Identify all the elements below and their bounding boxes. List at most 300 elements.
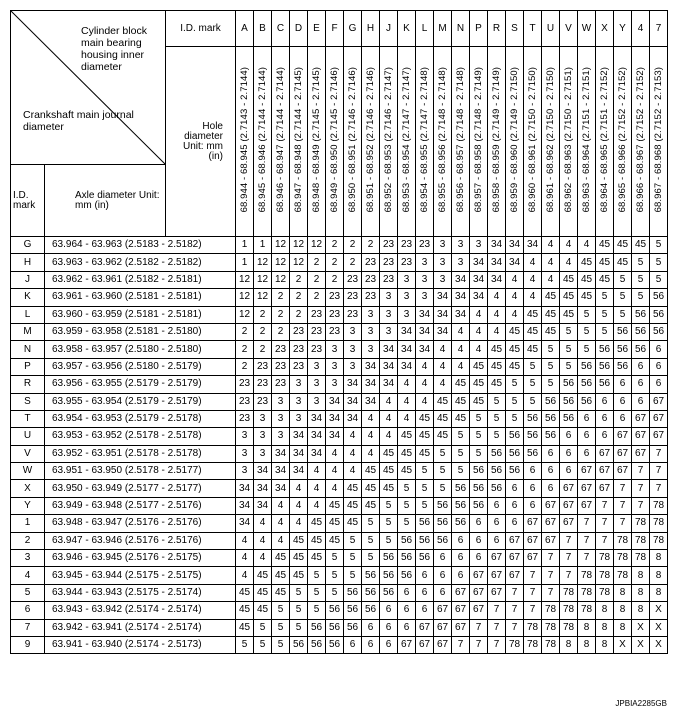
grade-cell: 6	[470, 550, 488, 567]
grade-cell: 8	[650, 550, 668, 567]
grade-cell: 5	[308, 567, 326, 584]
grade-cell: 4	[434, 341, 452, 358]
grade-cell: 7	[452, 636, 470, 653]
grade-cell: 4	[452, 323, 470, 340]
grade-cell: 23	[308, 306, 326, 323]
grade-cell: 78	[542, 636, 560, 653]
grade-cell: 56	[542, 428, 560, 445]
grade-cell: 78	[614, 532, 632, 549]
grade-cell: 45	[344, 497, 362, 514]
grade-cell: 4	[470, 323, 488, 340]
row-mark: 6	[11, 602, 45, 619]
row-mark: 1	[11, 515, 45, 532]
grade-cell: 6	[524, 497, 542, 514]
grade-cell: 5	[596, 289, 614, 306]
table-row	[11, 497, 668, 514]
row-mark: V	[11, 445, 45, 462]
table-row	[11, 410, 668, 427]
grade-cell: 56	[344, 619, 362, 636]
grade-cell: 45	[362, 497, 380, 514]
grade-cell: 5	[344, 550, 362, 567]
grade-cell: 6	[506, 480, 524, 497]
grade-cell: 23	[380, 254, 398, 271]
grade-cell: 3	[362, 341, 380, 358]
grade-cell: 23	[362, 254, 380, 271]
grade-cell: X	[614, 636, 632, 653]
grade-cell: 34	[326, 393, 344, 410]
grade-cell: 4	[398, 410, 416, 427]
table-row	[11, 393, 668, 410]
grade-cell: 4	[362, 410, 380, 427]
grade-cell: 34	[452, 271, 470, 288]
grade-cell: 6	[452, 567, 470, 584]
grade-cell: 56	[326, 636, 344, 653]
grade-cell: 78	[650, 532, 668, 549]
grade-cell: 56	[470, 480, 488, 497]
table-row	[11, 550, 668, 567]
grade-cell: 34	[488, 271, 506, 288]
grade-cell: 67	[614, 463, 632, 480]
grade-cell: 4	[308, 463, 326, 480]
grade-cell: 23	[236, 410, 254, 427]
grade-cell: 45	[470, 376, 488, 393]
grade-cell: 8	[632, 567, 650, 584]
grade-cell: 6	[524, 480, 542, 497]
block-inner-diameter-label: Cylinder block main bearing housing inner diameter	[81, 25, 147, 73]
grade-cell: 4	[488, 289, 506, 306]
grade-cell: 2	[308, 271, 326, 288]
grade-cell: 67	[470, 584, 488, 601]
grade-cell: 6	[614, 376, 632, 393]
grade-cell: 56	[380, 584, 398, 601]
grade-cell: 23	[344, 271, 362, 288]
grade-cell: 5	[416, 480, 434, 497]
row-mark: L	[11, 306, 45, 323]
grade-cell: 78	[632, 515, 650, 532]
grade-cell: 4	[416, 393, 434, 410]
grade-cell: 45	[488, 376, 506, 393]
grade-cell: 56	[362, 602, 380, 619]
grade-cell: 6	[434, 550, 452, 567]
grade-cell: 34	[344, 376, 362, 393]
grade-cell: 5	[380, 497, 398, 514]
row-diameter: 63.961 - 63.960 (2.5181 - 2.5181)	[45, 289, 236, 306]
grade-cell: 45	[326, 515, 344, 532]
grade-cell: 45	[506, 341, 524, 358]
column-mark: N	[452, 11, 470, 47]
grade-cell: 45	[380, 463, 398, 480]
grade-cell: 2	[344, 254, 362, 271]
grade-cell: 34	[362, 358, 380, 375]
row-mark: N	[11, 341, 45, 358]
grade-cell: 4	[506, 306, 524, 323]
grade-cell: 78	[650, 497, 668, 514]
grade-cell: 34	[254, 463, 272, 480]
column-range: 68.967 - 68.968 (2.7152 - 2.7153)	[650, 47, 668, 237]
grade-cell: 34	[398, 341, 416, 358]
table-row	[11, 358, 668, 375]
grade-cell: 23	[380, 237, 398, 254]
grade-cell: 2	[326, 237, 344, 254]
grade-cell: 45	[344, 515, 362, 532]
grade-cell: 45	[254, 567, 272, 584]
grade-cell: 5	[434, 480, 452, 497]
grade-cell: 56	[542, 393, 560, 410]
grade-cell: 6	[560, 445, 578, 462]
grade-cell: 56	[650, 289, 668, 306]
grade-cell: 45	[542, 306, 560, 323]
grade-cell: 6	[560, 463, 578, 480]
grade-cell: 56	[506, 445, 524, 462]
grade-cell: 56	[524, 410, 542, 427]
row-mark: 4	[11, 567, 45, 584]
grade-cell: 4	[470, 341, 488, 358]
column-idmark-header: I.D. mark	[166, 11, 236, 47]
grade-cell: 6	[650, 341, 668, 358]
grade-cell: 4	[578, 237, 596, 254]
grade-cell: 45	[578, 271, 596, 288]
grade-cell: 4	[524, 271, 542, 288]
grade-cell: 6	[380, 636, 398, 653]
grade-cell: 45	[236, 584, 254, 601]
grade-cell: 34	[416, 306, 434, 323]
grade-cell: 6	[344, 636, 362, 653]
grade-cell: 45	[632, 237, 650, 254]
header-corner-cell	[11, 11, 166, 165]
grade-cell: 78	[632, 532, 650, 549]
grade-cell: 45	[578, 289, 596, 306]
grade-cell: 5	[452, 428, 470, 445]
grade-cell: 6	[380, 619, 398, 636]
grade-cell: 3	[344, 341, 362, 358]
grade-cell: 45	[398, 428, 416, 445]
grade-cell: 56	[434, 497, 452, 514]
grade-cell: 5	[254, 619, 272, 636]
row-diameter: 63.941 - 63.940 (2.5174 - 2.5173)	[45, 636, 236, 653]
row-mark: T	[11, 410, 45, 427]
row-diameter: 63.953 - 63.952 (2.5178 - 2.5178)	[45, 428, 236, 445]
grade-cell: 5	[524, 358, 542, 375]
grade-cell: 8	[632, 602, 650, 619]
column-range: 68.959 - 68.960 (2.7149 - 2.7150)	[506, 47, 524, 237]
grade-cell: 45	[614, 254, 632, 271]
grade-cell: 7	[650, 463, 668, 480]
column-mark: Y	[614, 11, 632, 47]
grade-cell: 5	[632, 254, 650, 271]
grade-cell: 6	[542, 480, 560, 497]
grade-cell: 5	[344, 532, 362, 549]
grade-cell: 67	[452, 619, 470, 636]
grade-cell: 45	[380, 445, 398, 462]
column-mark: K	[398, 11, 416, 47]
row-idmark-header: I.D. mark	[11, 165, 45, 237]
grade-cell: 5	[578, 306, 596, 323]
grade-cell: 12	[272, 271, 290, 288]
grade-cell: 5	[614, 289, 632, 306]
grade-cell: 12	[308, 237, 326, 254]
grade-cell: 7	[560, 532, 578, 549]
grade-cell: 5	[452, 445, 470, 462]
grade-cell: 56	[614, 323, 632, 340]
grade-cell: 34	[398, 358, 416, 375]
grade-cell: 67	[596, 480, 614, 497]
grade-cell: 56	[308, 619, 326, 636]
grade-cell: 67	[488, 567, 506, 584]
grade-cell: 7	[542, 550, 560, 567]
grade-cell: 6	[434, 567, 452, 584]
grade-cell: 67	[470, 567, 488, 584]
grade-cell: 1	[236, 237, 254, 254]
grade-cell: 23	[254, 393, 272, 410]
grade-cell: 7	[488, 619, 506, 636]
grade-cell: 12	[272, 254, 290, 271]
row-diameter: 63.954 - 63.953 (2.5179 - 2.5178)	[45, 410, 236, 427]
column-range: 68.952 - 68.953 (2.7146 - 2.7147)	[380, 47, 398, 237]
grade-cell: 45	[254, 584, 272, 601]
grade-cell: 78	[524, 619, 542, 636]
grade-cell: 5	[650, 254, 668, 271]
grade-cell: 4	[290, 497, 308, 514]
grade-cell: 7	[560, 567, 578, 584]
table-row	[11, 376, 668, 393]
grade-cell: 23	[308, 323, 326, 340]
grade-cell: 56	[380, 550, 398, 567]
grade-cell: 2	[254, 323, 272, 340]
grade-cell: 34	[308, 410, 326, 427]
grade-cell: 4	[560, 254, 578, 271]
grade-cell: 7	[614, 515, 632, 532]
grade-cell: X	[632, 619, 650, 636]
grade-cell: 3	[326, 341, 344, 358]
grade-cell: 6	[614, 393, 632, 410]
grade-cell: 5	[398, 497, 416, 514]
grade-cell: 6	[542, 445, 560, 462]
grade-cell: 5	[506, 410, 524, 427]
grade-cell: 12	[290, 237, 308, 254]
grade-cell: 3	[434, 237, 452, 254]
grade-cell: 67	[452, 584, 470, 601]
grade-cell: 78	[632, 550, 650, 567]
grade-cell: 4	[380, 428, 398, 445]
grade-cell: 34	[470, 254, 488, 271]
table-row	[11, 271, 668, 288]
grade-cell: 56	[506, 428, 524, 445]
grade-cell: 78	[578, 567, 596, 584]
grade-cell: 23	[254, 358, 272, 375]
grade-cell: 34	[344, 410, 362, 427]
grade-cell: 45	[542, 323, 560, 340]
grade-cell: 4	[326, 445, 344, 462]
grade-cell: 6	[470, 515, 488, 532]
grade-cell: 56	[470, 497, 488, 514]
grade-cell: 6	[452, 550, 470, 567]
grade-cell: 2	[308, 289, 326, 306]
grade-cell: 4	[470, 306, 488, 323]
row-diameter: 63.948 - 63.947 (2.5176 - 2.5176)	[45, 515, 236, 532]
table-row	[11, 341, 668, 358]
column-range: 68.960 - 68.961 (2.7150 - 2.7150)	[524, 47, 542, 237]
grade-cell: 23	[362, 289, 380, 306]
column-mark: P	[470, 11, 488, 47]
grade-cell: 6	[470, 532, 488, 549]
grade-cell: 7	[596, 532, 614, 549]
grade-cell: X	[650, 636, 668, 653]
grade-cell: 2	[272, 306, 290, 323]
grade-cell: 34	[434, 289, 452, 306]
grade-cell: 5	[470, 445, 488, 462]
grade-cell: 3	[272, 393, 290, 410]
table-row	[11, 463, 668, 480]
grade-cell: 34	[488, 254, 506, 271]
grade-cell: 56	[578, 376, 596, 393]
grade-cell: 45	[506, 323, 524, 340]
grade-cell: 4	[542, 271, 560, 288]
grade-cell: 56	[452, 480, 470, 497]
grade-cell: 23	[236, 376, 254, 393]
table-row	[11, 480, 668, 497]
grade-cell: 34	[506, 237, 524, 254]
row-diameter: 63.957 - 63.956 (2.5180 - 2.5179)	[45, 358, 236, 375]
grade-cell: 5	[254, 636, 272, 653]
grade-cell: 5	[434, 445, 452, 462]
grade-cell: 67	[488, 550, 506, 567]
grade-cell: 56	[452, 497, 470, 514]
column-mark: R	[488, 11, 506, 47]
grade-cell: 2	[308, 254, 326, 271]
grade-cell: 4	[434, 358, 452, 375]
grade-cell: 23	[362, 271, 380, 288]
grade-cell: 7	[488, 602, 506, 619]
grade-cell: 56	[596, 341, 614, 358]
grade-cell: 34	[362, 376, 380, 393]
grade-cell: 6	[362, 636, 380, 653]
grade-cell: 5	[236, 636, 254, 653]
grade-cell: 56	[596, 376, 614, 393]
grade-cell: 23	[380, 271, 398, 288]
grade-cell: 23	[254, 376, 272, 393]
grade-cell: 5	[344, 567, 362, 584]
grade-cell: 4	[452, 358, 470, 375]
figure-code: JPBIA2285GB	[615, 699, 667, 708]
grade-cell: 78	[614, 550, 632, 567]
grade-cell: 5	[290, 602, 308, 619]
grade-cell: 45	[272, 567, 290, 584]
grade-cell: 56	[362, 584, 380, 601]
grade-cell: 4	[272, 497, 290, 514]
grade-cell: 6	[398, 619, 416, 636]
grade-cell: 67	[470, 602, 488, 619]
grade-cell: 3	[272, 428, 290, 445]
grade-cell: 6	[650, 358, 668, 375]
grade-cell: 45	[524, 323, 542, 340]
grade-cell: 45	[452, 410, 470, 427]
grade-cell: 67	[560, 515, 578, 532]
grade-cell: 4	[236, 550, 254, 567]
grade-cell: 5	[650, 271, 668, 288]
grade-cell: 5	[614, 271, 632, 288]
grade-cell: 34	[272, 445, 290, 462]
grade-cell: 78	[596, 567, 614, 584]
grade-cell: 23	[398, 237, 416, 254]
grade-cell: 56	[632, 341, 650, 358]
grade-cell: 7	[506, 619, 524, 636]
grade-cell: 5	[524, 376, 542, 393]
grade-cell: 7	[524, 602, 542, 619]
grade-cell: 67	[434, 602, 452, 619]
grade-cell: 6	[578, 445, 596, 462]
grade-cell: 5	[416, 497, 434, 514]
grade-cell: 5	[272, 602, 290, 619]
grade-cell: 7	[578, 532, 596, 549]
grade-cell: 23	[290, 358, 308, 375]
grade-cell: 6	[614, 410, 632, 427]
grade-cell: 6	[578, 410, 596, 427]
grade-cell: 3	[254, 428, 272, 445]
grade-cell: 67	[650, 428, 668, 445]
grade-cell: 7	[542, 584, 560, 601]
grade-cell: 56	[398, 567, 416, 584]
grade-cell: 56	[416, 515, 434, 532]
grade-cell: 67	[596, 463, 614, 480]
column-range: 68.944 - 68.945 (2.7143 - 2.7144)	[236, 47, 254, 237]
grade-cell: 3	[452, 237, 470, 254]
grade-cell: 5	[380, 532, 398, 549]
column-range: 68.957 - 68.958 (2.7148 - 2.7149)	[470, 47, 488, 237]
grade-cell: 45	[560, 271, 578, 288]
grade-cell: 8	[614, 602, 632, 619]
grade-cell: 4	[506, 289, 524, 306]
row-mark: K	[11, 289, 45, 306]
grade-cell: 5	[326, 584, 344, 601]
grade-cell: 45	[596, 271, 614, 288]
grade-cell: 34	[380, 341, 398, 358]
grade-cell: 56	[488, 480, 506, 497]
grade-cell: 56	[632, 323, 650, 340]
grade-cell: 67	[506, 550, 524, 567]
grade-cell: 56	[596, 358, 614, 375]
grade-cell: 67	[398, 636, 416, 653]
row-mark: 5	[11, 584, 45, 601]
grade-cell: 45	[290, 532, 308, 549]
grade-cell: 34	[416, 323, 434, 340]
grade-cell: 4	[272, 515, 290, 532]
grade-cell: 4	[308, 497, 326, 514]
grade-cell: 78	[560, 619, 578, 636]
grade-cell: 45	[236, 619, 254, 636]
grade-cell: 3	[434, 271, 452, 288]
row-diameter: 63.956 - 63.955 (2.5179 - 2.5179)	[45, 376, 236, 393]
grade-cell: 34	[236, 515, 254, 532]
grade-cell: 56	[488, 445, 506, 462]
grade-cell: 45	[452, 376, 470, 393]
row-diameter: 63.947 - 63.946 (2.5176 - 2.5176)	[45, 532, 236, 549]
grade-cell: 5	[614, 306, 632, 323]
grade-cell: 5	[398, 515, 416, 532]
grade-cell: 45	[398, 463, 416, 480]
grade-cell: 23	[326, 289, 344, 306]
grade-cell: 67	[614, 445, 632, 462]
grade-cell: 67	[434, 619, 452, 636]
row-diameter: 63.952 - 63.951 (2.5178 - 2.5178)	[45, 445, 236, 462]
grade-cell: 34	[470, 271, 488, 288]
grade-cell: 4	[344, 463, 362, 480]
grade-cell: 56	[632, 306, 650, 323]
grade-cell: 7	[524, 567, 542, 584]
grade-cell: 45	[398, 445, 416, 462]
grade-cell: 6	[416, 602, 434, 619]
grade-cell: 4	[380, 393, 398, 410]
grade-cell: 3	[272, 410, 290, 427]
